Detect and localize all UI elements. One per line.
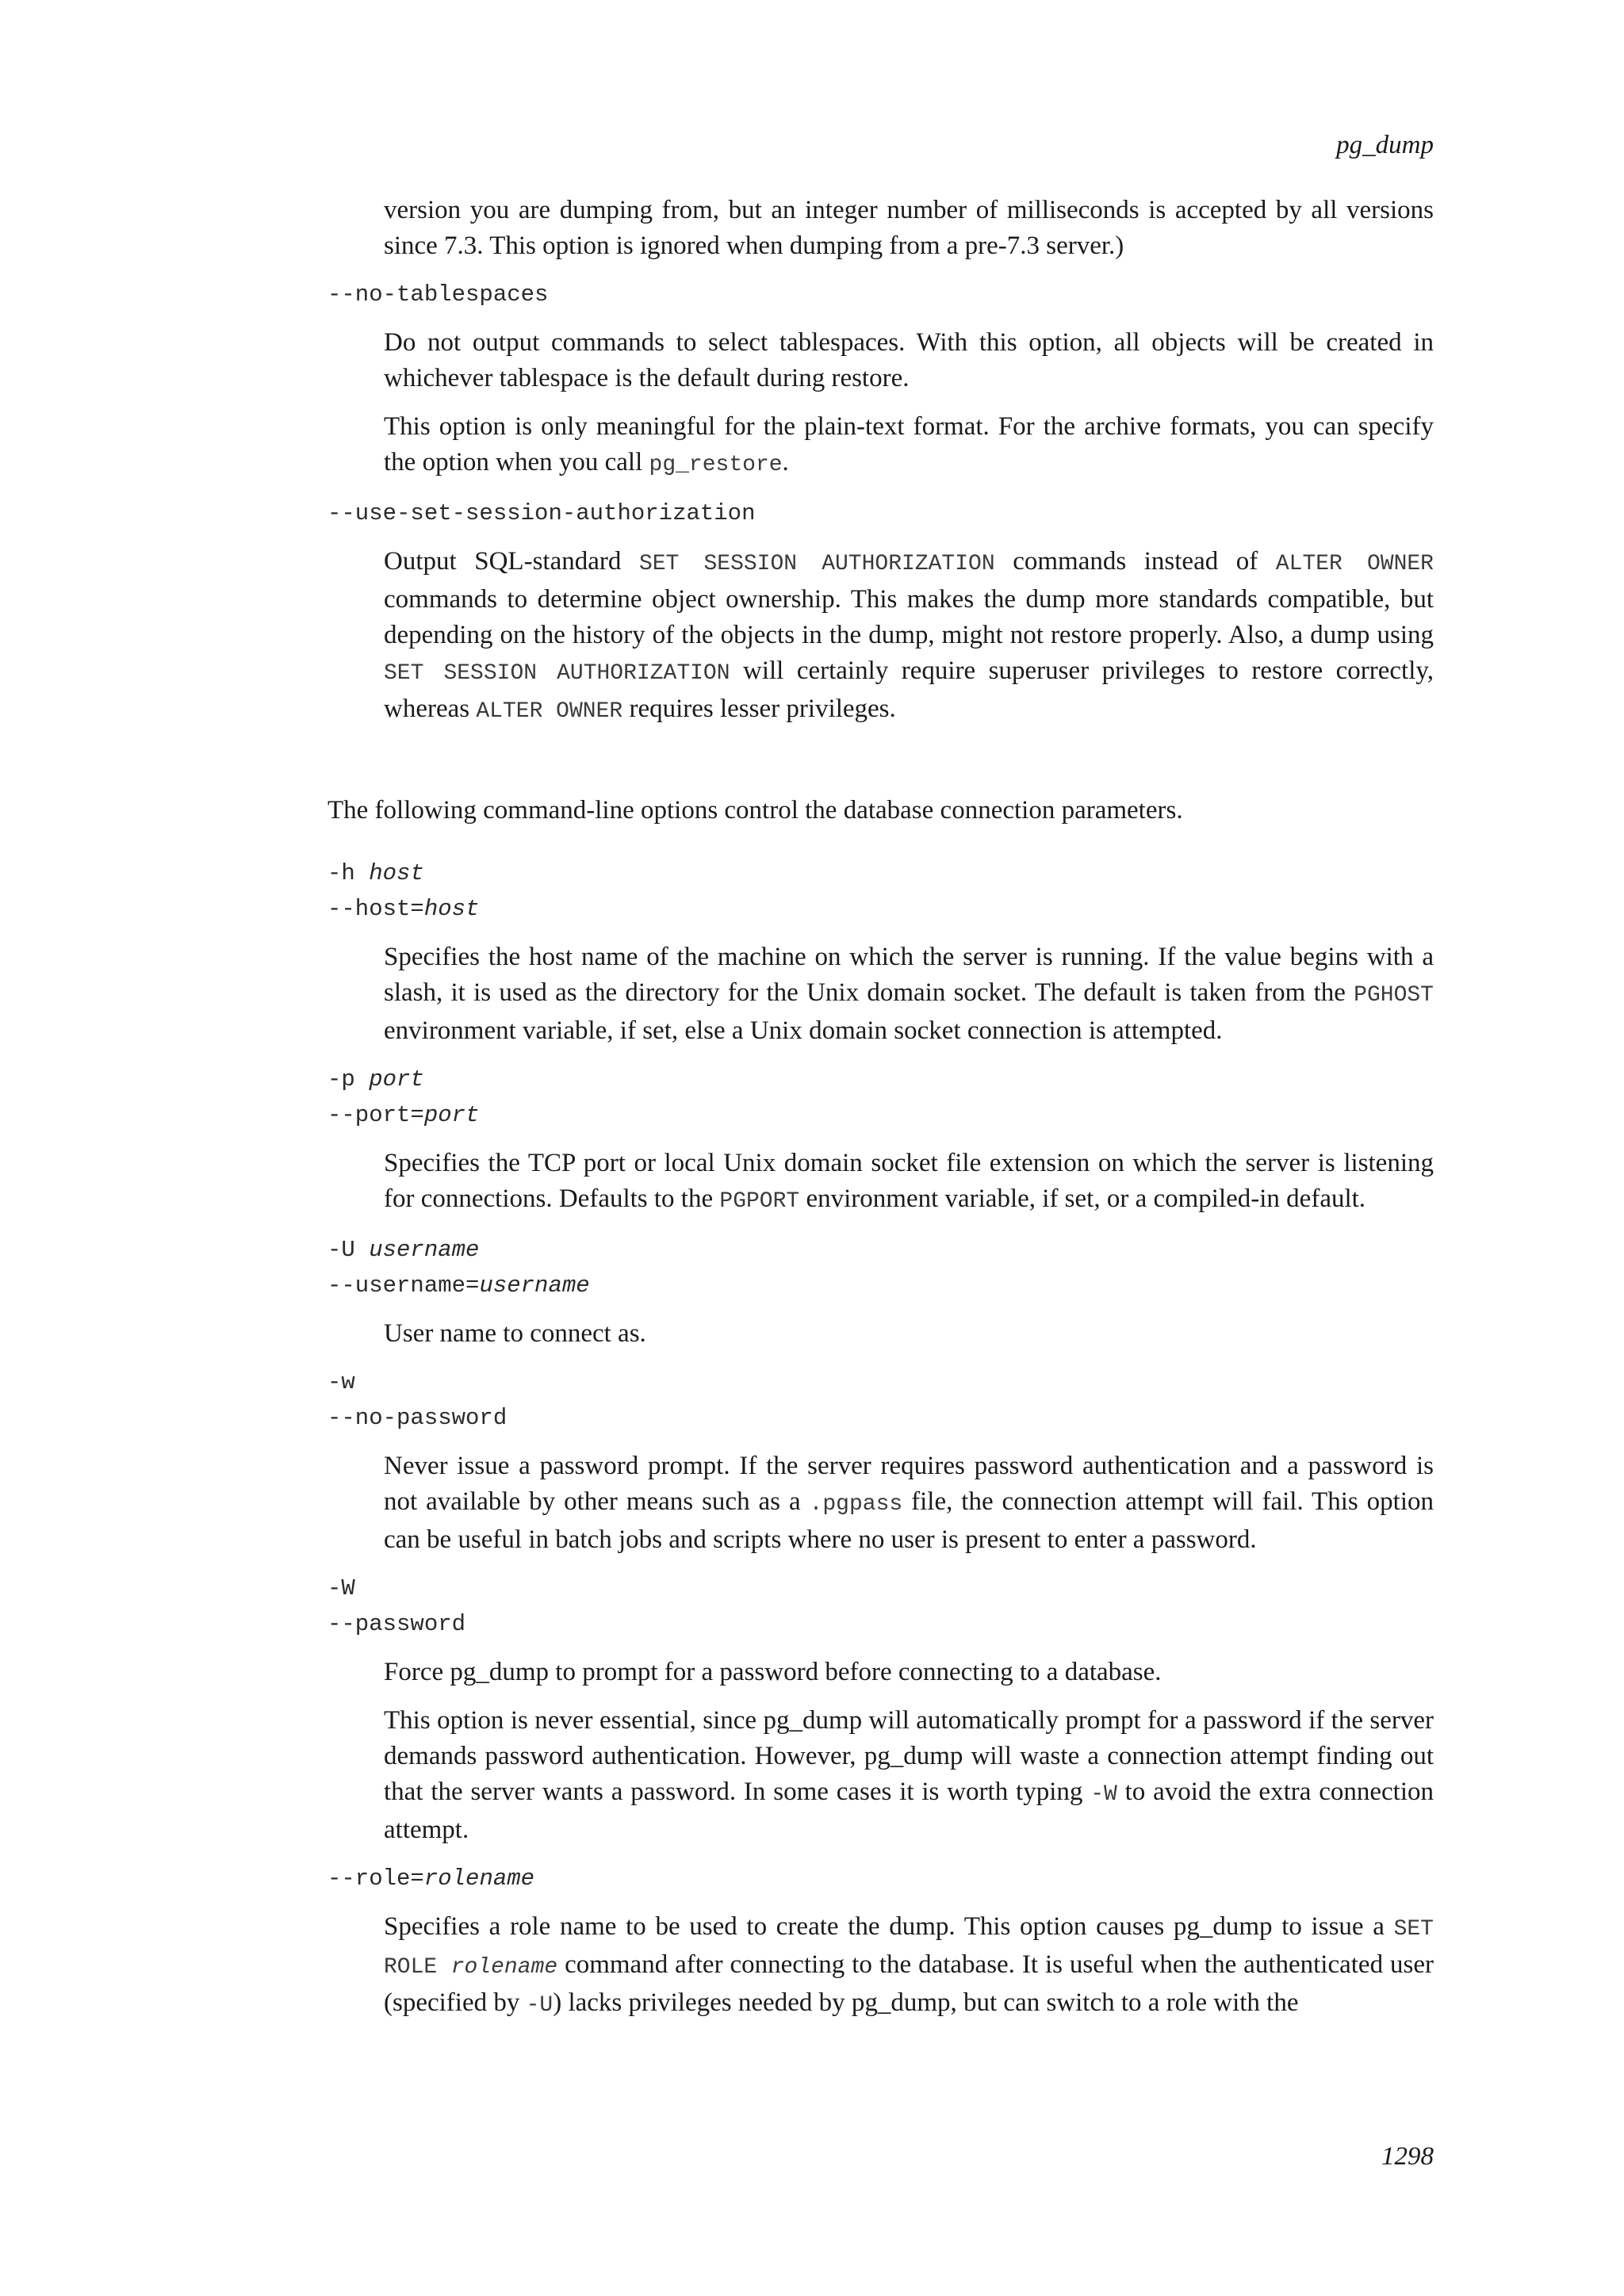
option-description: Output SQL-standard SET SESSION AUTHORIZATION commands instead of ALTER OWNER commands to determine object ownership. This makes the dump more standards compatible, but depending on the history of the objects in the dump, might not restore properly. Also, a dump using SET SESSION AUTHORIZATION will certainly require superuser privileges to restore correctly, whereas ALTER OWNER requires lesser privileges. — [384, 547, 1434, 724]
option-description: Specifies a role name to be used to create the dump. This option causes pg_dump to issue a SET ROLE rolename command after connecting to the database. It is useful when the authenticated user (specified by -U) lacks privileges needed by pg_dump, but can switch to a role with the — [384, 1912, 1434, 2018]
option-term-long: --password — [327, 1611, 466, 1637]
option-use-set-session-authorization — [327, 496, 1434, 729]
option-term-short: -U username — [327, 1237, 480, 1263]
inline-code: .pgpass — [809, 1492, 903, 1517]
option-term-long: --no-password — [327, 1405, 508, 1431]
document-body — [327, 193, 1434, 2023]
inline-code: PGPORT — [719, 1189, 800, 1214]
inline-code: -W — [1090, 1782, 1117, 1807]
inline-code: SET SESSION AUTHORIZATION — [638, 552, 995, 576]
option-term: --use-set-session-authorization — [327, 500, 756, 526]
option-description: Specifies the TCP port or local Unix domain socket file extension on which the server is listening for connections. Defaults to the PGPORT environment variable, if set, or a compiled-in default. — [384, 1149, 1434, 1214]
inline-code: SET SESSION AUTHORIZATION — [384, 661, 730, 686]
option-description: This option is only meaningful for the plain-text format. For the archive formats, you can specify the option when you call pg_restore. — [384, 412, 1434, 477]
inline-code: -U — [526, 1993, 553, 2018]
option-description: Force pg_dump to prompt for a password before connecting to a database. — [384, 1658, 1162, 1686]
option-term-long: --host=host — [327, 896, 480, 922]
page-number: 1298 — [1381, 2142, 1434, 2171]
option-role — [327, 1861, 1434, 2023]
option-description: User name to connect as. — [384, 1319, 646, 1348]
option-term-long: --username=username — [327, 1272, 590, 1299]
inline-code: ALTER OWNER — [476, 699, 623, 724]
option-description: Specifies the host name of the machine on which the server is running. If the value begins with a slash, it is used as the directory for the Unix domain socket. The default is taken from the PGHOST environment variable, if set, else a Unix domain socket connection is attempted. — [384, 943, 1434, 1045]
running-header: pg_dump — [1336, 131, 1434, 159]
inline-code: pg_restore — [649, 453, 783, 477]
option-password — [327, 1571, 1434, 1848]
connection-intro: The following command-line options control the database connection parameters. — [327, 796, 1183, 825]
option-term-long: --port=port — [327, 1102, 480, 1128]
option-no-password — [327, 1364, 1434, 1558]
inline-code: SET ROLE rolename — [384, 1917, 1434, 1980]
option-term-short: -p port — [327, 1066, 424, 1093]
option-description: Never issue a password prompt. If the server requires password authentication and a password is not available by other means such as a .pgpass file, the connection attempt will fail. This option can be useful in batch jobs and scripts where no user is present to enter a password. — [384, 1452, 1434, 1554]
option-username — [327, 1232, 1434, 1352]
option-description: This option is never essential, since pg_dump will automatically prompt for a password if the server demands password authentication. However, pg_dump will waste a connection attempt finding out that the server wants a password. In some cases it is worth typing -W to avoid the extra connection attempt. — [384, 1706, 1434, 1844]
option-description: Do not output commands to select tablespaces. With this option, all objects will be created in whichever tablespace is the default during restore. — [384, 328, 1434, 392]
option-term-short: -w — [327, 1369, 355, 1395]
inline-code: PGHOST — [1354, 983, 1434, 1008]
option-term-long: --role=rolename — [327, 1866, 535, 1892]
option-term-short: -W — [327, 1575, 355, 1601]
continuation-paragraph: version you are dumping from, but an integer number of milliseconds is accepted by all versions since 7.3. This option is ignored when dumping from a pre-7.3 server.) — [384, 196, 1434, 260]
option-host — [327, 855, 1434, 1049]
option-no-tablespaces — [327, 277, 1434, 483]
inline-code: ALTER OWNER — [1275, 552, 1434, 576]
option-term-short: -h host — [327, 860, 424, 886]
option-port — [327, 1062, 1434, 1219]
option-term: --no-tablespaces — [327, 281, 549, 308]
